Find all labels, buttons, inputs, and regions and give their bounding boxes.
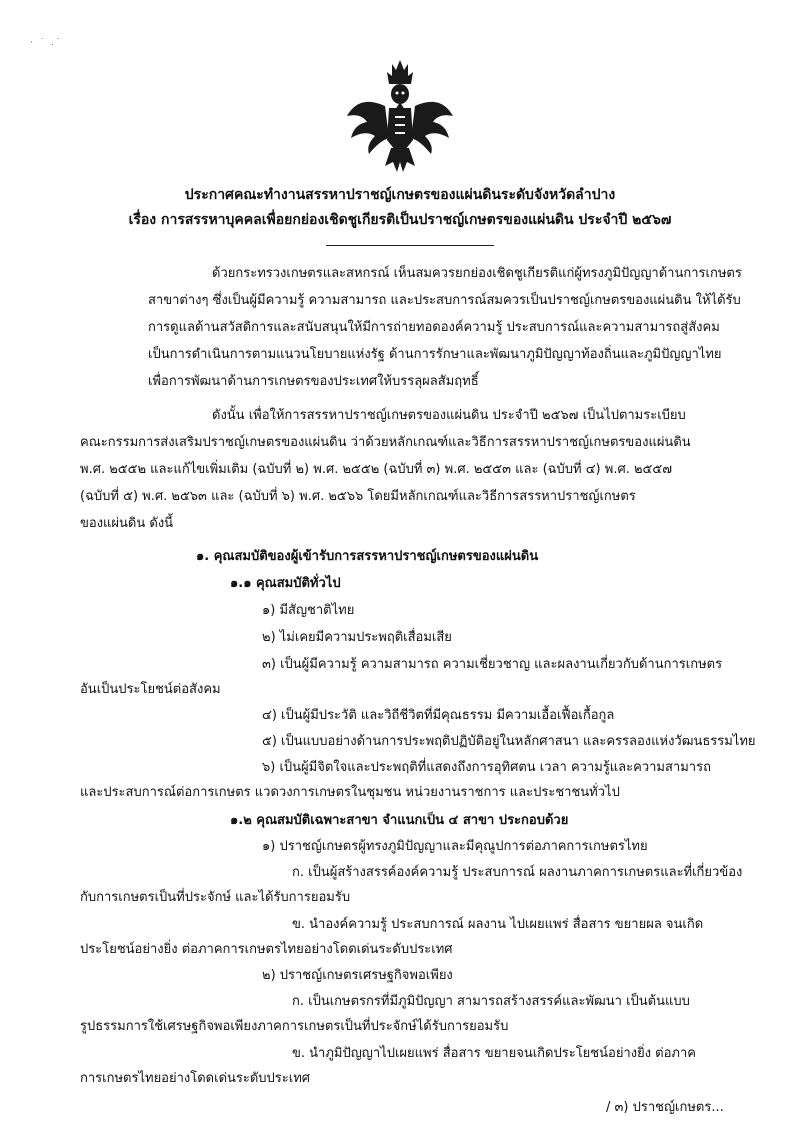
subsection-heading: ๑.๒ คุณสมบัติเฉพาะสาขา จำแนกเป็น ๔ สาขา ประกอบด้วย: [230, 813, 569, 828]
section-heading: ๑. คุณสมบัติของผู้เข้ารับการสรรหาปราชญ์เกษตรของแผ่นดิน: [196, 549, 539, 564]
list-item-continuation: ประโยชน์อย่างยิ่ง ต่อภาคการเกษตรไทยอย่างโดดเด่นระดับประเทศ: [80, 942, 453, 957]
intro-line: สาขาต่างๆ ซึ่งเป็นผู้มีความรู้ ความสามารถ และประสบการณ์สมควรเป็นปราชญ์เกษตรของแผ่นดิน ให้ได้รับ: [148, 293, 741, 308]
list-item: ๒) ปราชญ์เกษตรเศรษฐกิจพอเพียง: [262, 968, 453, 983]
list-item: ข. นำองค์ความรู้ ประสบการณ์ ผลงาน ไปเผยแพร่ สื่อสาร ขยายผล จนเกิด: [292, 917, 704, 932]
document-title: ประกาศคณะทำงานสรรหาปราชญ์เกษตรของแผ่นดินระดับจังหวัดลำปาง: [184, 187, 616, 203]
scan-specks: · ˙ .˙: [30, 38, 63, 48]
list-item: ก. เป็นเกษตรกรที่มีภูมิปัญญา สามารถสร้างสรรค์และพัฒนา เป็นต้นแบบ: [292, 994, 690, 1009]
list-item: ข. นำภูมิปัญญาไปเผยแพร่ สื่อสาร ขยายจนเกิดประโยชน์อย่างยิ่ง ต่อภาค: [292, 1046, 696, 1061]
list-item: ๔) เป็นผู้มีประวัติ และวิถีชีวิตที่มีคุณธรรม มีความเอื้อเฟื้อเกื้อกูล: [262, 708, 615, 723]
intro-line: ด้วยกระทรวงเกษตรและสหกรณ์ เห็นสมควรยกย่องเชิดชูเกียรติแก่ผู้ทรงภูมิปัญญาด้านการเกษตร: [212, 266, 742, 281]
list-item: ๒) ไม่เคยมีความประพฤติเสื่อมเสีย: [262, 630, 452, 645]
body-line: พ.ศ. ๒๕๕๒ และแก้ไขเพิ่มเติม (ฉบับที่ ๒) พ.ศ. ๒๕๕๒ (ฉบับที่ ๓) พ.ศ. ๒๕๕๓ และ (ฉบับที่ ๔) พ.ศ. ๒๕๕๗: [80, 462, 672, 477]
garuda-emblem-icon: [345, 58, 455, 176]
list-item: ๑) ปราชญ์เกษตรผู้ทรงภูมิปัญญาและมีคุณูปการต่อภาคการเกษตรไทย: [262, 839, 648, 854]
body-line: ของแผ่นดิน ดังนี้: [80, 516, 174, 531]
list-item-continuation: รูปธรรมการใช้เศรษฐกิจพอเพียงภาคการเกษตรเป็นที่ประจักษ์ได้รับการยอมรับ: [80, 1019, 509, 1034]
page-continuation: / ๓) ปราชญ์เกษตร...: [606, 1100, 724, 1115]
title-divider: [326, 245, 494, 246]
intro-line: เป็นการดำเนินการตามแนวนโยบายแห่งรัฐ ด้านการรักษาและพัฒนาภูมิปัญญาท้องถิ่นและภูมิปัญญาไทย: [148, 347, 722, 362]
list-item: ก. เป็นผู้สร้างสรรค์องค์ความรู้ ประสบการณ์ ผลงานภาคการเกษตรและที่เกี่ยวข้อง: [292, 865, 743, 880]
intro-line: การดูแลด้านสวัสดิการและสนับสนุนให้มีการถ่ายทอดองค์ความรู้ ประสบการณ์และความสามารถสู่สังคม: [148, 320, 720, 335]
document-subject: เรื่อง การสรรหาบุคคลเพื่อยกย่องเชิดชูเกียรติเป็นปราชญ์เกษตรของแผ่นดิน ประจำปี ๒๕๖๗: [128, 212, 672, 228]
body-line: (ฉบับที่ ๕) พ.ศ. ๒๕๖๓ และ (ฉบับที่ ๖) พ.ศ. ๒๕๖๖ โดยมีหลักเกณฑ์และวิธีการสรรหาปราชญ์เกษตร: [80, 489, 636, 504]
list-item: ๕) เป็นแบบอย่างด้านการประพฤติปฏิบัติอยู่ในหลักศาสนา และครรลองแห่งวัฒนธรรมไทย: [262, 734, 756, 749]
list-item: ๓) เป็นผู้มีความรู้ ความสามารถ ความเชี่ยวชาญ และผลงานเกี่ยวกับด้านการเกษตร: [262, 657, 723, 672]
list-item-continuation: และประสบการณ์ต่อการเกษตร แวดวงการเกษตรในชุมชน หน่วยงานราชการ และประชาชนทั่วไป: [80, 785, 620, 800]
list-item: ๖) เป็นผู้มีจิตใจและประพฤติที่แสดงถึงการอุทิศตน เวลา ความรู้และความสามารถ: [262, 760, 711, 775]
list-item: ๑) มีสัญชาติไทย: [262, 603, 355, 618]
list-item-continuation: กับการเกษตรเป็นที่ประจักษ์ และได้รับการยอมรับ: [80, 890, 351, 905]
subsection-heading: ๑.๑ คุณสมบัติทั่วไป: [230, 576, 341, 591]
list-item-continuation: การเกษตรไทยอย่างโดดเด่นระดับประเทศ: [80, 1071, 311, 1086]
intro-line: เพื่อการพัฒนาด้านการเกษตรของประเทศให้บรรลุผลสัมฤทธิ์: [148, 374, 479, 389]
body-line: คณะกรรมการส่งเสริมปราชญ์เกษตรของแผ่นดิน ว่าด้วยหลักเกณฑ์และวิธีการสรรหาปราชญ์เกษตรของแผ่นดิน: [80, 435, 691, 450]
body-line: ดังนั้น เพื่อให้การสรรหาปราชญ์เกษตรของแผ่นดิน ประจำปี ๒๕๖๗ เป็นไปตามระเบียบ: [212, 408, 686, 423]
list-item-continuation: อันเป็นประโยชน์ต่อสังคม: [80, 682, 221, 697]
